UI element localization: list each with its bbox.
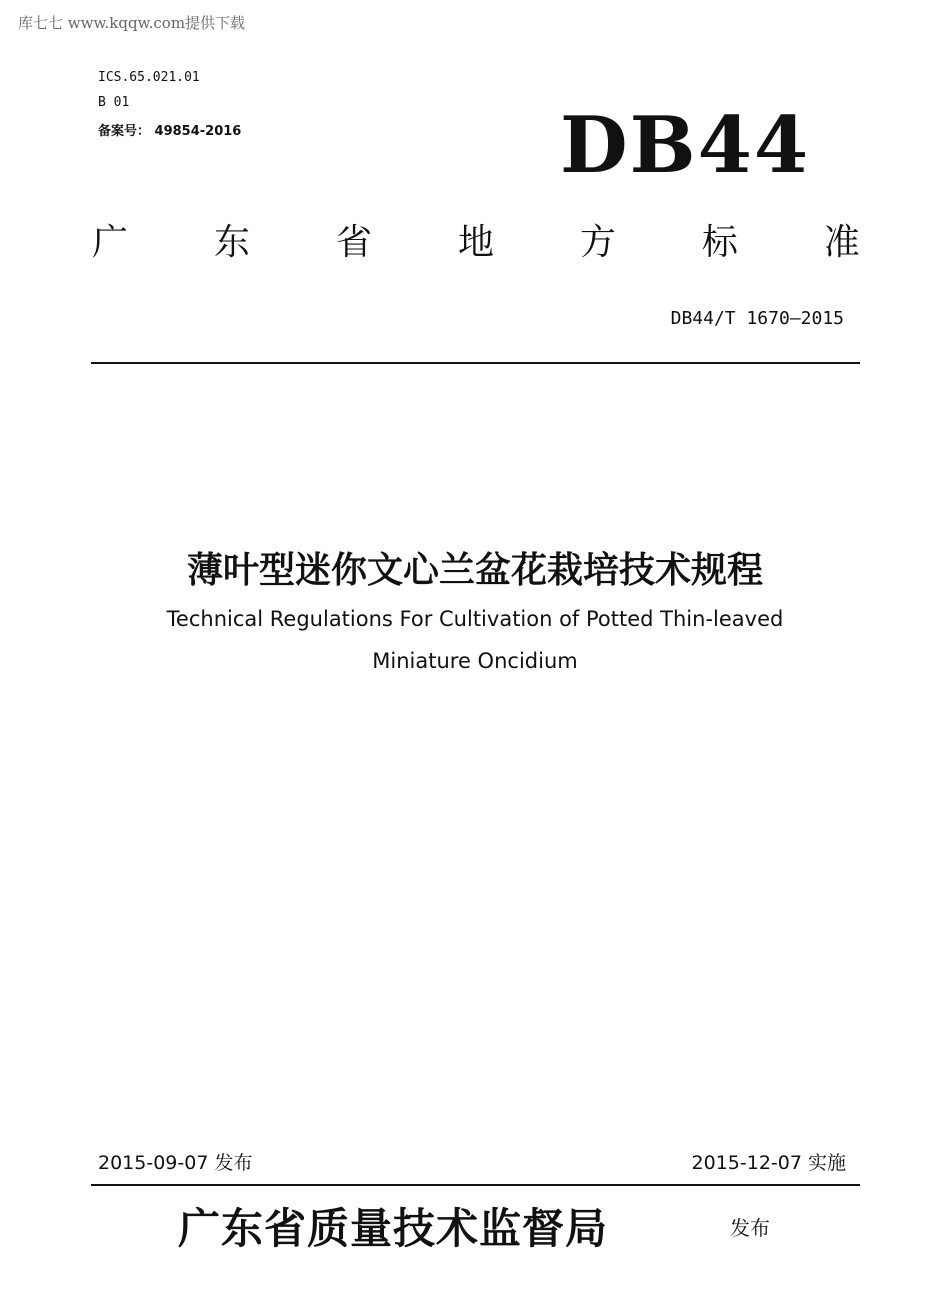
standard-type-char: 地 <box>457 222 494 263</box>
implementation-date: 2015-12-07 实施 <box>691 1152 846 1174</box>
standard-type-heading <box>92 214 860 265</box>
standard-type-char: 方 <box>579 222 616 263</box>
standard-logo: DB44 <box>560 100 811 191</box>
ics-code: ICS.65.021.01 <box>98 70 200 85</box>
top-divider <box>91 362 860 364</box>
standard-type-char: 标 <box>701 222 738 263</box>
title-english-line-1: Technical Regulations For Cultivation of Potted Thin-leaved <box>166 607 784 631</box>
issue-label: 发布 <box>730 1216 770 1240</box>
filing-number: 备案号： 49854-2016 <box>98 124 242 139</box>
standard-code: DB44/T 1670—2015 <box>670 308 844 329</box>
standard-type-char: 东 <box>213 222 250 263</box>
bottom-divider <box>91 1184 860 1186</box>
issuing-authority: 广东省质量技术监督局 <box>178 1204 609 1253</box>
title-chinese: 薄叶型迷你文心兰盆花栽培技术规程 <box>186 550 763 591</box>
standard-type-char: 广 <box>92 222 129 263</box>
watermark-text: 库七七 www.kqqw.com提供下载 <box>18 14 246 32</box>
standard-type-char: 准 <box>823 222 860 263</box>
publish-date: 2015-09-07 发布 <box>98 1152 253 1174</box>
title-english-line-2: Miniature Oncidium <box>372 649 578 673</box>
standard-type-char: 省 <box>335 222 372 263</box>
classification-code: B 01 <box>98 95 130 110</box>
